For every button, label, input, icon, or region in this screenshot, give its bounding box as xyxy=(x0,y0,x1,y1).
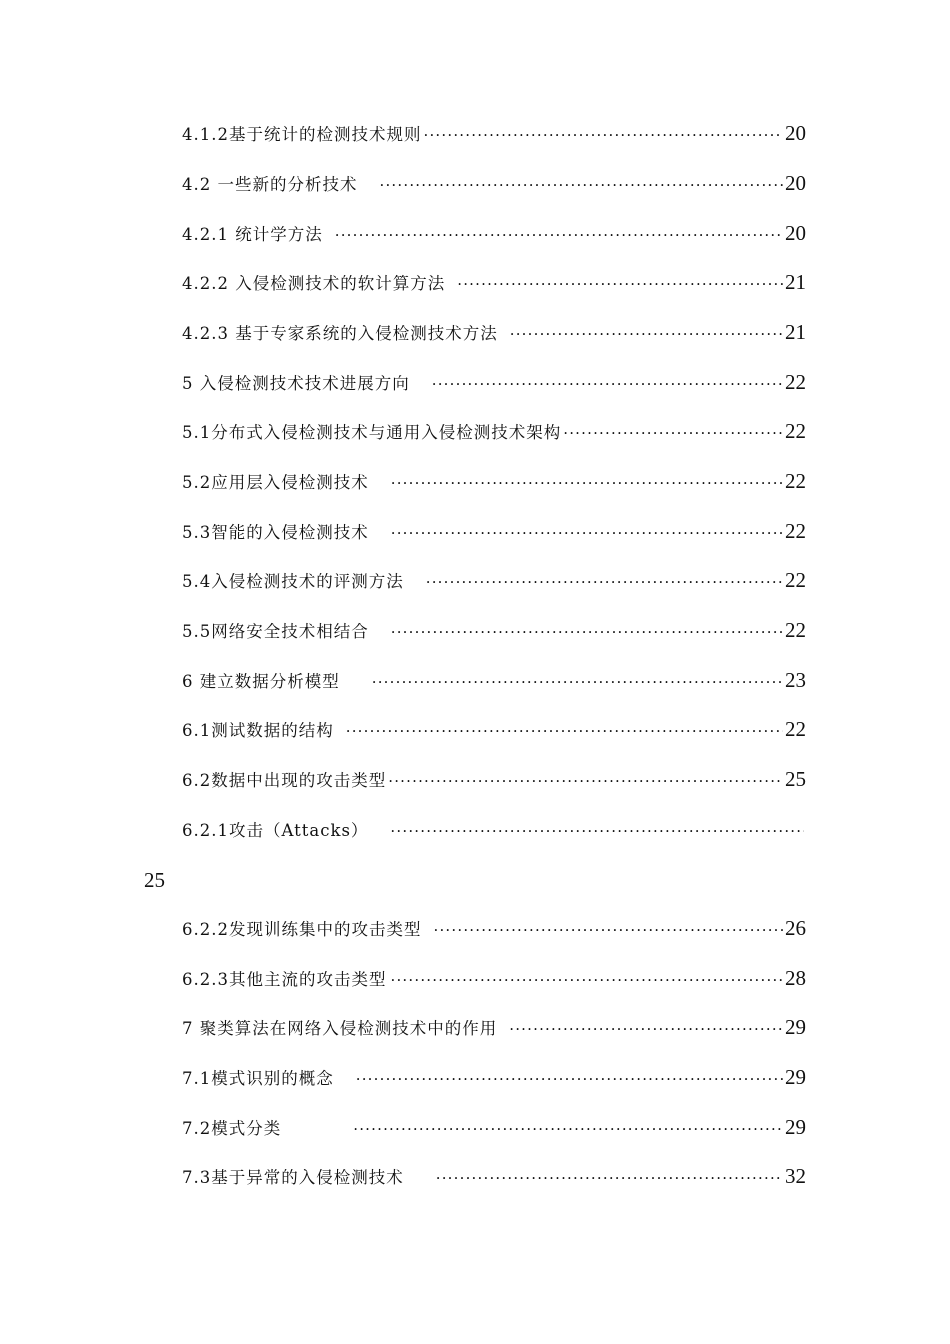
toc-leader-dots xyxy=(388,772,783,790)
toc-leader-dots xyxy=(391,524,783,542)
toc-leader-dots xyxy=(457,275,783,293)
toc-leader-dots xyxy=(353,1120,783,1138)
toc-leader-dots xyxy=(346,722,783,740)
toc-leader-dots xyxy=(426,573,783,591)
toc-entry-title: 5 入侵检测技术技术进展方向 xyxy=(182,374,410,393)
toc-leader-dots xyxy=(436,1169,783,1187)
toc-leader-dots xyxy=(509,1020,783,1038)
toc-leader-dots xyxy=(432,375,783,393)
toc-entry-page: 26 xyxy=(785,916,806,940)
toc-entry-title: 4.2.1 统计学方法 xyxy=(182,225,323,244)
toc-entry[interactable] xyxy=(182,1164,806,1194)
toc-leader-dots xyxy=(356,1070,783,1088)
toc-entry[interactable] xyxy=(182,668,806,698)
toc-entry[interactable] xyxy=(182,519,806,549)
toc-entry-page: 20 xyxy=(785,121,806,145)
toc-entry-title: 6.1测试数据的结构 xyxy=(182,721,334,740)
toc-leader-dots xyxy=(423,126,783,144)
toc-entry[interactable] xyxy=(182,817,806,847)
toc-entry[interactable] xyxy=(182,320,806,350)
toc-entry-title: 4.2.2 入侵检测技术的软计算方法 xyxy=(182,274,446,293)
toc-entry-title: 6 建立数据分析模型 xyxy=(182,672,340,691)
toc-entry[interactable] xyxy=(182,916,806,946)
toc-entry[interactable] xyxy=(182,121,806,151)
toc-entry-title: 6.2.1攻击（Attacks） xyxy=(182,821,369,840)
toc-entry-title: 7 聚类算法在网络入侵检测技术中的作用 xyxy=(182,1019,498,1038)
toc-entry-title: 7.2模式分类 xyxy=(182,1119,282,1138)
toc-entry[interactable] xyxy=(182,221,806,251)
toc-entry-title: 5.1分布式入侵检测技术与通用入侵检测技术架构 xyxy=(182,423,562,442)
toc-entry-page: 21 xyxy=(785,320,806,344)
toc-entry[interactable] xyxy=(182,419,806,449)
toc-entry-page: 22 xyxy=(785,469,806,493)
toc-entry[interactable] xyxy=(182,618,806,648)
toc-entry[interactable] xyxy=(182,370,806,400)
toc-entry[interactable] xyxy=(182,1015,806,1045)
toc-entry[interactable] xyxy=(182,171,806,201)
toc-leader-dots xyxy=(390,822,804,840)
toc-entry-page: 22 xyxy=(785,618,806,642)
toc-entry-title: 4.2.3 基于专家系统的入侵检测技术方法 xyxy=(182,324,498,343)
toc-entry-page: 23 xyxy=(785,668,806,692)
toc-entry-title: 4.1.2基于统计的检测技术规则 xyxy=(182,125,422,144)
toc-entry-page: 29 xyxy=(785,1015,806,1039)
toc-entry-page: 20 xyxy=(785,221,806,245)
toc-entry-title: 6.2.3其他主流的攻击类型 xyxy=(182,970,387,989)
toc-leader-dots xyxy=(390,971,783,989)
toc-entry-page: 32 xyxy=(785,1164,806,1188)
toc-entry[interactable] xyxy=(182,568,806,598)
toc-leader-dots xyxy=(391,623,783,641)
toc-wrapped-page-number: 25 xyxy=(144,868,165,892)
toc-entry-page: 25 xyxy=(785,767,806,791)
toc-entry-title: 7.3基于异常的入侵检测技术 xyxy=(182,1168,404,1187)
toc-entry-title: 5.3智能的入侵检测技术 xyxy=(182,523,369,542)
toc-entry-title: 5.2应用层入侵检测技术 xyxy=(182,473,369,492)
toc-leader-dots xyxy=(335,226,783,244)
toc-leader-dots xyxy=(433,921,783,939)
toc-entry[interactable] xyxy=(182,966,806,996)
toc-entry-title: 4.2 一些新的分析技术 xyxy=(182,175,358,194)
toc-entry-page: 22 xyxy=(785,519,806,543)
toc-entry-page: 22 xyxy=(785,370,806,394)
toc-entry-page: 22 xyxy=(785,568,806,592)
toc-leader-dots xyxy=(380,176,784,194)
toc-entry-title: 6.2数据中出现的攻击类型 xyxy=(182,771,387,790)
toc-entry[interactable] xyxy=(182,767,806,797)
toc-entry[interactable] xyxy=(182,1115,806,1145)
toc-entry-title: 7.1模式识别的概念 xyxy=(182,1069,334,1088)
toc-leader-dots xyxy=(391,474,783,492)
toc-entry-page: 22 xyxy=(785,419,806,443)
toc-leader-dots xyxy=(510,325,783,343)
toc-entry[interactable] xyxy=(182,717,806,747)
toc-entry-page: 22 xyxy=(785,717,806,741)
toc-entry-page: 21 xyxy=(785,270,806,294)
toc-entry-page: 29 xyxy=(785,1065,806,1089)
toc-entry[interactable] xyxy=(182,1065,806,1095)
toc-leader-dots xyxy=(563,424,783,442)
toc-entry[interactable] xyxy=(182,270,806,300)
toc-entry-page: 28 xyxy=(785,966,806,990)
toc-entry-title: 5.5网络安全技术相结合 xyxy=(182,622,369,641)
toc-entry[interactable] xyxy=(182,469,806,499)
toc-entry-title: 6.2.2发现训练集中的攻击类型 xyxy=(182,920,422,939)
toc-entry-page: 20 xyxy=(785,171,806,195)
toc-entry-page: 29 xyxy=(785,1115,806,1139)
toc-entry-title: 5.4入侵检测技术的评测方法 xyxy=(182,572,404,591)
toc-leader-dots xyxy=(372,673,783,691)
